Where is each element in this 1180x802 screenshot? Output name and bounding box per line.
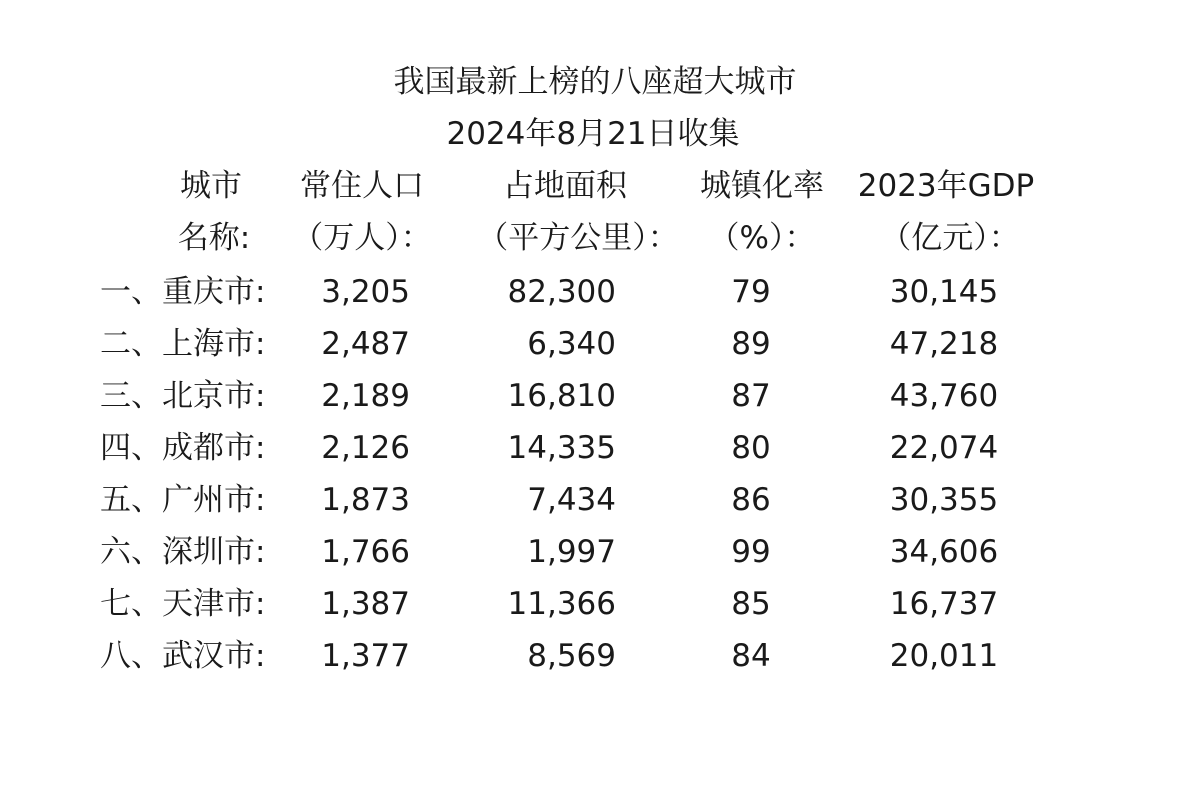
row-1-city: 一、重庆市: xyxy=(100,274,266,310)
row-8-urbanization: 84 xyxy=(731,638,771,674)
row-3-city: 三、北京市: xyxy=(100,378,266,414)
row-2-city: 二、上海市: xyxy=(100,326,266,362)
row-6-gdp: 34,606 xyxy=(889,534,999,570)
row-8-population: 1,377 xyxy=(321,638,410,674)
header-urbanization-line-2: （%）： xyxy=(708,220,816,256)
row-6-urbanization: 99 xyxy=(731,534,771,570)
row-7-area: 11,366 xyxy=(507,586,616,622)
document-title: 我国最新上榜的八座超大城市 xyxy=(393,64,797,100)
row-7-city: 七、天津市: xyxy=(100,586,266,622)
row-5-area: 7,434 xyxy=(527,482,616,518)
header-city-line-1: 城市 xyxy=(180,168,242,204)
row-2-urbanization: 89 xyxy=(731,326,771,362)
row-3-gdp: 43,760 xyxy=(889,378,999,414)
row-6-population: 1,766 xyxy=(321,534,410,570)
row-6-city: 六、深圳市: xyxy=(100,534,266,570)
row-4-urbanization: 80 xyxy=(731,430,771,466)
row-7-urbanization: 85 xyxy=(731,586,771,622)
header-gdp-line-1: 2023年GDP xyxy=(857,168,1035,204)
header-area-line-2: （平方公里）： xyxy=(477,220,679,256)
header-population-line-2: （万人）： xyxy=(292,220,432,256)
document-subtitle: 2024年8月21日收集 xyxy=(446,116,740,152)
row-3-urbanization: 87 xyxy=(731,378,771,414)
row-8-gdp: 20,011 xyxy=(889,638,999,674)
row-7-gdp: 16,737 xyxy=(889,586,999,622)
row-5-population: 1,873 xyxy=(321,482,410,518)
row-8-area: 8,569 xyxy=(527,638,616,674)
row-2-gdp: 47,218 xyxy=(889,326,999,362)
header-city-line-2: 名称: xyxy=(177,220,251,256)
row-2-area: 6,340 xyxy=(527,326,616,362)
row-5-city: 五、广州市: xyxy=(100,482,266,518)
row-4-area: 14,335 xyxy=(507,430,616,466)
row-6-area: 1,997 xyxy=(527,534,616,570)
row-3-population: 2,189 xyxy=(321,378,410,414)
row-3-area: 16,810 xyxy=(507,378,616,414)
row-2-population: 2,487 xyxy=(321,326,410,362)
header-area-line-1: 占地面积 xyxy=(503,168,627,204)
row-1-urbanization: 79 xyxy=(731,274,771,310)
row-1-area: 82,300 xyxy=(507,274,616,310)
row-4-city: 四、成都市: xyxy=(100,430,266,466)
header-population-line-1: 常住人口 xyxy=(300,168,424,204)
header-urbanization-line-1: 城镇化率 xyxy=(700,168,824,204)
row-4-gdp: 22,074 xyxy=(889,430,999,466)
row-5-urbanization: 86 xyxy=(731,482,771,518)
row-4-population: 2,126 xyxy=(321,430,410,466)
row-5-gdp: 30,355 xyxy=(889,482,999,518)
header-gdp-line-2: （亿元）： xyxy=(880,220,1020,256)
row-8-city: 八、武汉市: xyxy=(100,638,266,674)
row-1-population: 3,205 xyxy=(321,274,410,310)
row-7-population: 1,387 xyxy=(321,586,410,622)
row-1-gdp: 30,145 xyxy=(889,274,999,310)
